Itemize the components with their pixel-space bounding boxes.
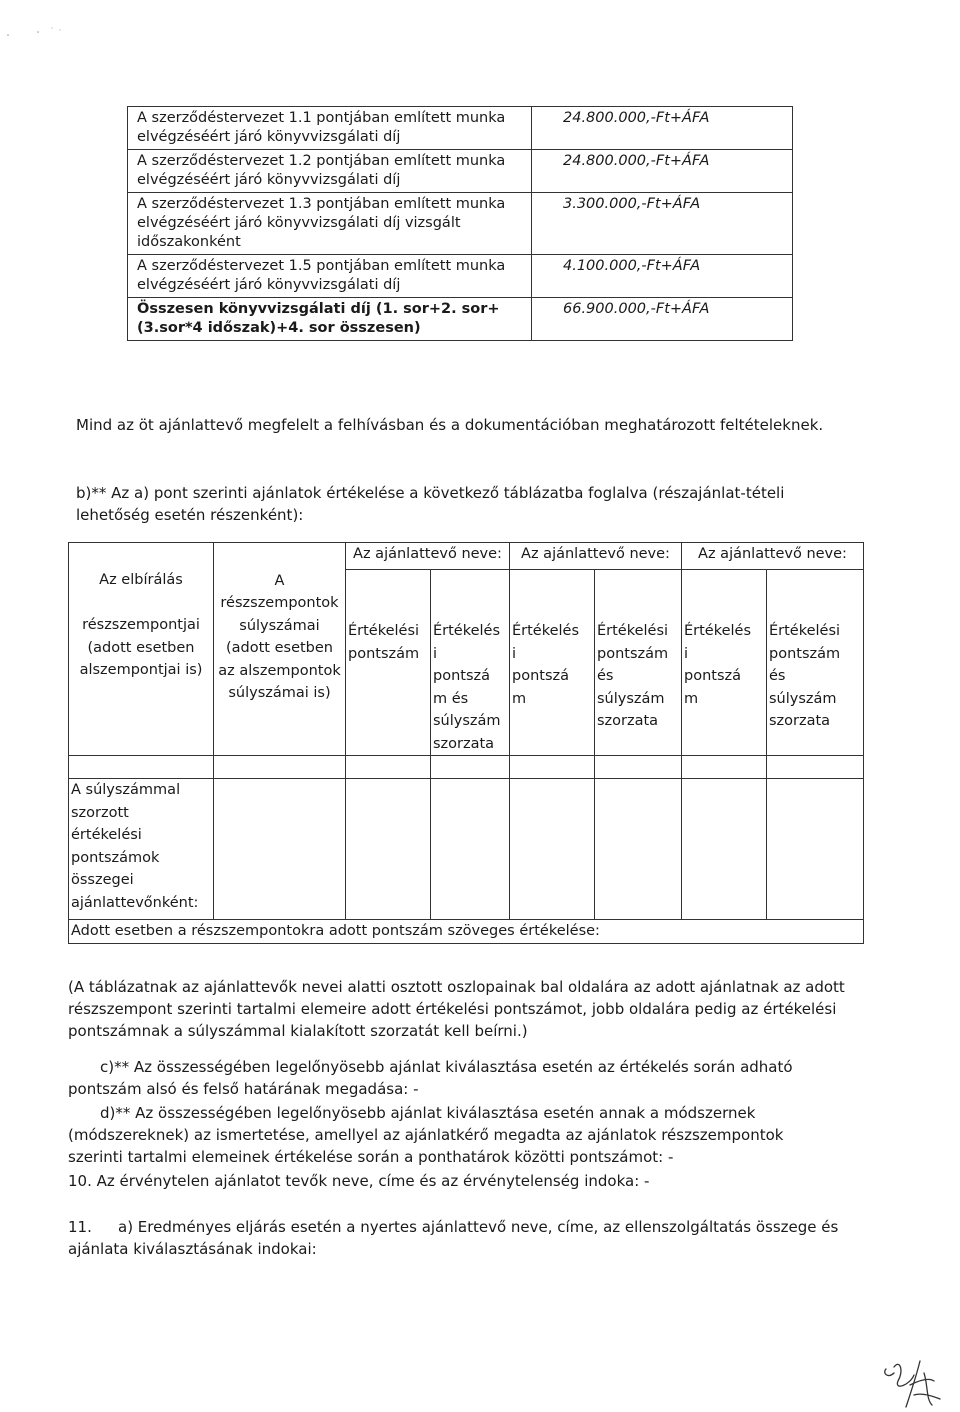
fee-total-row [128, 298, 793, 341]
fee-amount: 24.800.000,-Ft+ÁFA [532, 107, 793, 150]
score-header: Értékelés i pontszá m [510, 570, 595, 756]
bidder-name-3: Az ajánlattevő neve: [682, 543, 864, 570]
weighted-score-header: Értékelési pontszám és súlyszám szorzata [595, 570, 682, 756]
fee-amount: 3.300.000,-Ft+ÁFA [532, 193, 793, 255]
signature [880, 1355, 950, 1410]
fee-amount: 24.800.000,-Ft+ÁFA [532, 150, 793, 193]
item-11-text: a) Eredményes eljárás esetén a nyertes ajánlattevő neve, címe, az ellenszolgáltatás összege és ajánlata kiválasztásának indokai: [68, 1218, 839, 1258]
eval-text-row [69, 920, 864, 944]
score-header: Értékelési pontszám [346, 570, 431, 756]
weighted-score-header: Értékelési pontszám és súlyszám szorzata [767, 570, 864, 756]
criteria-header: Az elbírálás részszempontjai (adott esetben alszempontjai is) [69, 543, 214, 756]
eval-empty-row [69, 756, 864, 779]
sum-row-label: A súlyszámmal szorzott értékelési pontszámok összegei ajánlattevőnként: [69, 779, 214, 920]
note-paragraph: (A táblázatnak az ajánlattevők nevei alatti osztott oszlopainak bal oldalára az adott ajánlatnak az adott részszempont szerinti tartalmi elemeire adott értékelési pontszámot, jobb oldalára pedig az értékelési pontszámnak a súlyszámmal kialakított szorzatát kell beírni.) [68, 978, 845, 1040]
fee-total-amount: 66.900.000,-Ft+ÁFA [532, 298, 793, 341]
d-paragraph: d)** Az összességében legelőnyösebb ajánlat kiválasztása esetén annak a módszernek (módszereknek) az ismertetése, amellyel az ajánlatkérő megadta az ajánlatok részszempontok szerinti tartalmi elemeinek értékelése során a ponthatárok közötti pontszámot: - [68, 1104, 784, 1166]
text-evaluation-row: Adott esetben a részszempontokra adott pontszám szöveges értékelése: [69, 920, 864, 944]
evaluation-table [68, 542, 864, 944]
scan-mark [0, 0, 80, 40]
item-11-number: 11. [68, 1218, 92, 1236]
fee-row [128, 107, 793, 150]
eval-sum-row [69, 779, 864, 920]
fee-row [128, 193, 793, 255]
fee-total-desc: Összesen könyvvizsgálati díj (1. sor+2. sor+(3.sor*4 időszak)+4. sor összesen) [128, 298, 532, 341]
b-paragraph: b)** Az a) pont szerinti ajánlatok értékelése a következő táblázatba foglalva (részajánlat-tételi lehetőség esetén részenként): [76, 484, 785, 524]
fee-amount: 4.100.000,-Ft+ÁFA [532, 255, 793, 298]
weight-header: A részszempontok súlyszámai (adott esetben az alszempontok súlyszámai is) [214, 543, 346, 756]
item-10: 10. Az érvénytelen ajánlatot tevők neve, címe és az érvénytelenség indoka: - [68, 1172, 650, 1190]
fee-desc: A szerződéstervezet 1.3 pontjában említett munka elvégzéséért járó könyvvizsgálati díj vizsgált időszakonként [128, 193, 532, 255]
fee-row [128, 150, 793, 193]
fee-table [127, 106, 793, 341]
fee-row [128, 255, 793, 298]
statement-text: Mind az öt ajánlattevő megfelelt a felhívásban és a dokumentációban meghatározott feltételeknek. [76, 416, 824, 434]
eval-header-row [69, 543, 864, 570]
fee-desc: A szerződéstervezet 1.1 pontjában említett munka elvégzéséért járó könyvvizsgálati díj [128, 107, 532, 150]
c-paragraph: c)** Az összességében legelőnyösebb ajánlat kiválasztása esetén az értékelés során adható pontszám alsó és felső határának megadása: - [68, 1058, 793, 1098]
fee-desc: A szerződéstervezet 1.5 pontjában említett munka elvégzéséért járó könyvvizsgálati díj [128, 255, 532, 298]
fee-desc: A szerződéstervezet 1.2 pontjában említett munka elvégzéséért járó könyvvizsgálati díj [128, 150, 532, 193]
score-header: Értékelés i pontszá m [682, 570, 767, 756]
bidder-name-1: Az ajánlattevő neve: [346, 543, 510, 570]
bidder-name-2: Az ajánlattevő neve: [510, 543, 682, 570]
weighted-score-header: Értékelés i pontszá m és súlyszám szorzata [431, 570, 510, 756]
